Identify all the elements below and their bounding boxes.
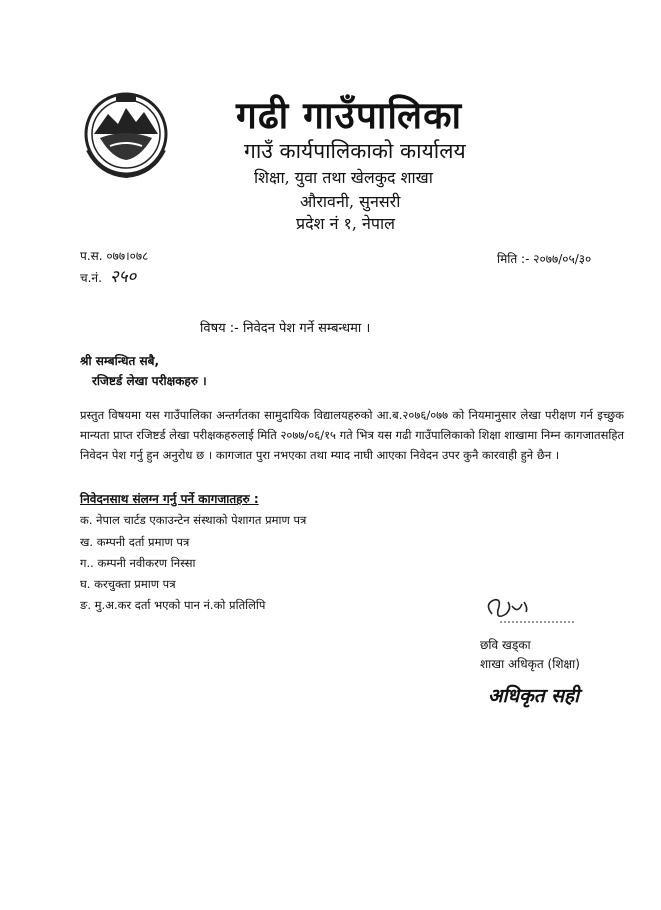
subject-line: विषय :- निवेदन पेश गर्ने सम्बन्धमा । xyxy=(200,321,371,336)
body-paragraph: प्रस्तुत विषयमा यस गाउँपालिका अन्तर्गतका सामुदायिक विद्यालयहरुको आ.ब.२०७६/०७७ को नियमानुसार लेखा परीक्षण गर्न इच्छुक मान्यता प्राप्त रजिष्टर्ड लेखा परीक्षकहरुलाई मिति २०७७/०६/१५ गते भित्र यस गढी गाउँपालिकाको शिक्षा शाखामा निम्न कागजातसहित निवेदन पेश गर्नु हुन अनुरोध छ । कागजात पुरा नभएका तथा म्याद नाघी आएका निवेदन उपर कुनै कारवाही हुने छैन । xyxy=(80,408,624,462)
signatory-name: छवि खड्का xyxy=(480,638,531,652)
municipality-title: गढी गाउँपालिका xyxy=(236,93,463,137)
recipient-line-2: रजिष्टर्ड लेखा परीक्षकहरु । xyxy=(92,374,207,388)
handwritten-signature-icon xyxy=(478,592,578,632)
fiscal-reference: प.स. ०७७।०७८ xyxy=(80,249,149,263)
location-line: औरावनी, सुनसरी xyxy=(300,192,401,211)
recipient-line-1: श्री सम्बन्धित सबै, xyxy=(80,354,159,368)
signatory-title: शाखा अधिकृत (शिक्षा) xyxy=(480,657,580,671)
attachment-item: क. नेपाल चार्टड एकाउन्टेन संस्थाको पेशागत प्रमाण पत्र xyxy=(80,513,307,527)
dispatch-value: २५० xyxy=(109,267,137,287)
dispatch-label: च.नं. xyxy=(80,271,102,285)
attachment-item: ङ. मु.अ.कर दर्ता भएको पान नं.को प्रतिलिपि xyxy=(80,598,266,612)
attachments-heading: निवेदनसाथ संलग्न गर्नु पर्ने कागजातहरु : xyxy=(80,492,259,506)
attachment-item: घ. करचुक्ता प्रमाण पत्र xyxy=(80,577,176,591)
nepal-emblem-icon xyxy=(80,88,172,180)
attachment-item: ग.. कम्पनी नवीकरण निस्सा xyxy=(80,556,196,570)
letter-date: मिति :- २०७७/०५/३० xyxy=(497,252,592,266)
office-name: गाउँ कार्यपालिकाको कार्यालय xyxy=(244,139,466,163)
dispatch-number xyxy=(80,264,136,287)
authorized-signature: अधिकृत सही xyxy=(488,685,580,707)
attachment-item: ख. कम्पनी दर्ता प्रमाण पत्र xyxy=(80,535,190,549)
province-line: प्रदेश नं १, नेपाल xyxy=(296,214,395,233)
section-name: शिक्षा, युवा तथा खेलकुद शाखा xyxy=(254,168,433,187)
